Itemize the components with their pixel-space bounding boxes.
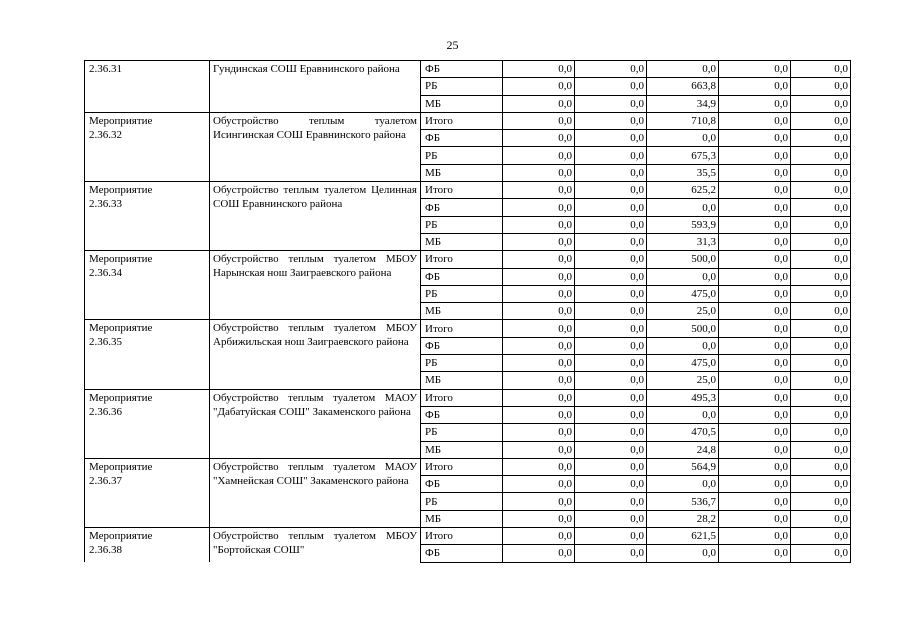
measure-name <box>210 389 421 458</box>
amount-cell-1: 0,0 <box>503 268 575 285</box>
amount-cell-2: 0,0 <box>575 476 647 493</box>
amount-cell-1: 0,0 <box>503 78 575 95</box>
amount-cell-2: 0,0 <box>575 78 647 95</box>
amount-cell-3: 0,0 <box>647 61 719 78</box>
measure-name-text: Обустройство теплым туалетом МБОУ Арбижильская нош Заиграевского района <box>213 322 417 349</box>
amount-cell-1: 0,0 <box>503 147 575 164</box>
amount-cell-5: 0,0 <box>791 337 851 354</box>
amount-cell-5: 0,0 <box>791 95 851 112</box>
amount-cell-5: 0,0 <box>791 355 851 372</box>
amount-cell-1: 0,0 <box>503 112 575 129</box>
amount-cell-5: 0,0 <box>791 545 851 562</box>
funding-source: ФБ <box>421 476 503 493</box>
amount-cell-3: 536,7 <box>647 493 719 510</box>
amount-cell-2: 0,0 <box>575 458 647 475</box>
amount-cell-1: 0,0 <box>503 164 575 181</box>
amount-cell-5: 0,0 <box>791 528 851 545</box>
measure-code <box>85 61 210 113</box>
measure-name <box>210 112 421 181</box>
amount-cell-1: 0,0 <box>503 320 575 337</box>
funding-source: МБ <box>421 303 503 320</box>
measure-code-line: 2.36.32 <box>89 128 122 141</box>
amount-cell-1: 0,0 <box>503 233 575 250</box>
amount-cell-4: 0,0 <box>719 251 791 268</box>
amount-cell-4: 0,0 <box>719 406 791 423</box>
measure-name <box>210 251 421 320</box>
amount-cell-1: 0,0 <box>503 545 575 562</box>
amount-cell-1: 0,0 <box>503 95 575 112</box>
measure-code <box>85 320 210 389</box>
amount-cell-5: 0,0 <box>791 268 851 285</box>
budget-table <box>84 60 851 563</box>
funding-source: Итого <box>421 112 503 129</box>
amount-cell-5: 0,0 <box>791 147 851 164</box>
amount-cell-2: 0,0 <box>575 441 647 458</box>
amount-cell-1: 0,0 <box>503 389 575 406</box>
funding-source: Итого <box>421 182 503 199</box>
amount-cell-4: 0,0 <box>719 61 791 78</box>
table-row <box>85 528 851 545</box>
measure-code-line: 2.36.33 <box>89 198 122 211</box>
amount-cell-2: 0,0 <box>575 61 647 78</box>
amount-cell-1: 0,0 <box>503 182 575 199</box>
budget-table-body <box>85 61 851 563</box>
measure-code-line: Мероприятие <box>89 114 153 127</box>
table-row <box>85 251 851 268</box>
amount-cell-1: 0,0 <box>503 406 575 423</box>
amount-cell-4: 0,0 <box>719 112 791 129</box>
amount-cell-2: 0,0 <box>575 251 647 268</box>
amount-cell-4: 0,0 <box>719 130 791 147</box>
measure-code-line: 2.36.34 <box>89 267 122 280</box>
amount-cell-2: 0,0 <box>575 233 647 250</box>
funding-source: РБ <box>421 216 503 233</box>
measure-code-line: Мероприятие <box>89 391 153 404</box>
amount-cell-5: 0,0 <box>791 510 851 527</box>
funding-source: ФБ <box>421 61 503 78</box>
table-row <box>85 112 851 129</box>
measure-code <box>85 182 210 251</box>
amount-cell-1: 0,0 <box>503 199 575 216</box>
amount-cell-3: 34,9 <box>647 95 719 112</box>
measure-name-text: Обустройство теплым туалетом МАОУ "Хамнейская СОШ" Закаменского района <box>213 460 417 487</box>
amount-cell-3: 663,8 <box>647 78 719 95</box>
amount-cell-4: 0,0 <box>719 476 791 493</box>
amount-cell-2: 0,0 <box>575 147 647 164</box>
amount-cell-4: 0,0 <box>719 441 791 458</box>
amount-cell-4: 0,0 <box>719 199 791 216</box>
amount-cell-1: 0,0 <box>503 528 575 545</box>
funding-source: РБ <box>421 493 503 510</box>
amount-cell-2: 0,0 <box>575 95 647 112</box>
funding-source: Итого <box>421 320 503 337</box>
funding-source: РБ <box>421 424 503 441</box>
measure-code-line: Мероприятие <box>89 530 153 543</box>
measure-code-line: Мероприятие <box>89 322 153 335</box>
amount-cell-5: 0,0 <box>791 251 851 268</box>
measure-code-line: 2.36.37 <box>89 474 122 487</box>
amount-cell-5: 0,0 <box>791 78 851 95</box>
funding-source: РБ <box>421 78 503 95</box>
amount-cell-1: 0,0 <box>503 61 575 78</box>
amount-cell-5: 0,0 <box>791 320 851 337</box>
amount-cell-5: 0,0 <box>791 61 851 78</box>
amount-cell-4: 0,0 <box>719 78 791 95</box>
amount-cell-3: 0,0 <box>647 545 719 562</box>
amount-cell-3: 475,0 <box>647 285 719 302</box>
amount-cell-3: 675,3 <box>647 147 719 164</box>
funding-source: Итого <box>421 528 503 545</box>
amount-cell-4: 0,0 <box>719 458 791 475</box>
funding-source: МБ <box>421 164 503 181</box>
measure-name <box>210 182 421 251</box>
amount-cell-2: 0,0 <box>575 268 647 285</box>
funding-source: ФБ <box>421 268 503 285</box>
amount-cell-1: 0,0 <box>503 424 575 441</box>
amount-cell-4: 0,0 <box>719 424 791 441</box>
measure-code <box>85 251 210 320</box>
amount-cell-1: 0,0 <box>503 303 575 320</box>
amount-cell-2: 0,0 <box>575 285 647 302</box>
amount-cell-4: 0,0 <box>719 147 791 164</box>
amount-cell-2: 0,0 <box>575 528 647 545</box>
amount-cell-3: 25,0 <box>647 303 719 320</box>
amount-cell-5: 0,0 <box>791 406 851 423</box>
amount-cell-4: 0,0 <box>719 493 791 510</box>
amount-cell-1: 0,0 <box>503 216 575 233</box>
funding-source: Итого <box>421 458 503 475</box>
amount-cell-4: 0,0 <box>719 285 791 302</box>
amount-cell-1: 0,0 <box>503 510 575 527</box>
amount-cell-2: 0,0 <box>575 216 647 233</box>
funding-source: ФБ <box>421 130 503 147</box>
amount-cell-1: 0,0 <box>503 493 575 510</box>
amount-cell-1: 0,0 <box>503 355 575 372</box>
amount-cell-1: 0,0 <box>503 130 575 147</box>
amount-cell-2: 0,0 <box>575 355 647 372</box>
funding-source: ФБ <box>421 337 503 354</box>
measure-code-line: Мероприятие <box>89 253 153 266</box>
amount-cell-3: 621,5 <box>647 528 719 545</box>
measure-name <box>210 61 421 113</box>
funding-source: ФБ <box>421 199 503 216</box>
amount-cell-1: 0,0 <box>503 458 575 475</box>
amount-cell-1: 0,0 <box>503 251 575 268</box>
amount-cell-2: 0,0 <box>575 424 647 441</box>
measure-code-line: Мероприятие <box>89 460 153 473</box>
amount-cell-2: 0,0 <box>575 545 647 562</box>
funding-source: ФБ <box>421 406 503 423</box>
amount-cell-2: 0,0 <box>575 303 647 320</box>
funding-source: МБ <box>421 510 503 527</box>
measure-code <box>85 458 210 527</box>
table-row <box>85 458 851 475</box>
funding-source: МБ <box>421 372 503 389</box>
amount-cell-4: 0,0 <box>719 528 791 545</box>
amount-cell-2: 0,0 <box>575 337 647 354</box>
measure-name-text: Гундинская СОШ Еравнинского района <box>213 63 400 75</box>
amount-cell-4: 0,0 <box>719 355 791 372</box>
amount-cell-3: 0,0 <box>647 130 719 147</box>
amount-cell-3: 0,0 <box>647 476 719 493</box>
amount-cell-5: 0,0 <box>791 441 851 458</box>
amount-cell-4: 0,0 <box>719 389 791 406</box>
amount-cell-5: 0,0 <box>791 233 851 250</box>
amount-cell-3: 500,0 <box>647 251 719 268</box>
amount-cell-2: 0,0 <box>575 130 647 147</box>
funding-source: РБ <box>421 285 503 302</box>
amount-cell-3: 470,5 <box>647 424 719 441</box>
measure-name <box>210 320 421 389</box>
funding-source: Итого <box>421 251 503 268</box>
measure-code-line: 2.36.36 <box>89 405 122 418</box>
measure-code <box>85 528 210 563</box>
amount-cell-1: 0,0 <box>503 337 575 354</box>
amount-cell-3: 0,0 <box>647 406 719 423</box>
measure-code-line: Мероприятие <box>89 184 153 197</box>
amount-cell-3: 35,5 <box>647 164 719 181</box>
amount-cell-2: 0,0 <box>575 493 647 510</box>
amount-cell-1: 0,0 <box>503 441 575 458</box>
amount-cell-3: 25,0 <box>647 372 719 389</box>
measure-code <box>85 112 210 181</box>
amount-cell-5: 0,0 <box>791 389 851 406</box>
amount-cell-3: 710,8 <box>647 112 719 129</box>
amount-cell-4: 0,0 <box>719 337 791 354</box>
amount-cell-3: 625,2 <box>647 182 719 199</box>
amount-cell-2: 0,0 <box>575 112 647 129</box>
funding-source: МБ <box>421 233 503 250</box>
amount-cell-5: 0,0 <box>791 476 851 493</box>
amount-cell-2: 0,0 <box>575 320 647 337</box>
measure-name-text: Обустройство теплым туалетом МБОУ Нарынская нош Заиграевского района <box>213 253 417 280</box>
measure-name-text: Обустройство теплым туалетом Исингинская СОШ Еравнинского района <box>213 114 417 141</box>
amount-cell-4: 0,0 <box>719 182 791 199</box>
amount-cell-3: 31,3 <box>647 233 719 250</box>
amount-cell-3: 564,9 <box>647 458 719 475</box>
amount-cell-4: 0,0 <box>719 95 791 112</box>
amount-cell-5: 0,0 <box>791 182 851 199</box>
amount-cell-5: 0,0 <box>791 372 851 389</box>
table-row <box>85 320 851 337</box>
amount-cell-5: 0,0 <box>791 424 851 441</box>
amount-cell-4: 0,0 <box>719 510 791 527</box>
amount-cell-5: 0,0 <box>791 199 851 216</box>
amount-cell-3: 28,2 <box>647 510 719 527</box>
amount-cell-1: 0,0 <box>503 476 575 493</box>
amount-cell-3: 0,0 <box>647 337 719 354</box>
amount-cell-4: 0,0 <box>719 320 791 337</box>
funding-source: МБ <box>421 441 503 458</box>
funding-source: РБ <box>421 147 503 164</box>
amount-cell-3: 593,9 <box>647 216 719 233</box>
amount-cell-2: 0,0 <box>575 164 647 181</box>
measure-code-line: 2.36.35 <box>89 336 122 349</box>
table-row <box>85 389 851 406</box>
amount-cell-2: 0,0 <box>575 372 647 389</box>
measure-code-line: 2.36.38 <box>89 544 122 557</box>
amount-cell-4: 0,0 <box>719 545 791 562</box>
amount-cell-5: 0,0 <box>791 164 851 181</box>
amount-cell-5: 0,0 <box>791 216 851 233</box>
amount-cell-4: 0,0 <box>719 216 791 233</box>
measure-name-text: Обустройство теплым туалетом Целинная СОШ Еравнинского района <box>213 184 417 211</box>
amount-cell-5: 0,0 <box>791 112 851 129</box>
funding-source: РБ <box>421 355 503 372</box>
amount-cell-3: 0,0 <box>647 268 719 285</box>
page-number: 25 <box>446 38 459 52</box>
funding-source: МБ <box>421 95 503 112</box>
measure-name <box>210 528 421 563</box>
amount-cell-2: 0,0 <box>575 406 647 423</box>
amount-cell-2: 0,0 <box>575 510 647 527</box>
amount-cell-4: 0,0 <box>719 164 791 181</box>
amount-cell-3: 500,0 <box>647 320 719 337</box>
amount-cell-5: 0,0 <box>791 285 851 302</box>
table-row <box>85 182 851 199</box>
amount-cell-3: 475,0 <box>647 355 719 372</box>
measure-code <box>85 389 210 458</box>
measure-name <box>210 458 421 527</box>
amount-cell-2: 0,0 <box>575 199 647 216</box>
funding-source: Итого <box>421 389 503 406</box>
amount-cell-4: 0,0 <box>719 268 791 285</box>
measure-name-text: Обустройство теплым туалетом МАОУ "Дабатуйская СОШ" Закаменского района <box>213 391 417 418</box>
amount-cell-3: 495,3 <box>647 389 719 406</box>
funding-source: ФБ <box>421 545 503 562</box>
amount-cell-5: 0,0 <box>791 458 851 475</box>
measure-name-text: Обустройство теплым туалетом МБОУ "Бортойская СОШ" <box>213 530 417 557</box>
amount-cell-5: 0,0 <box>791 493 851 510</box>
amount-cell-3: 0,0 <box>647 199 719 216</box>
amount-cell-1: 0,0 <box>503 285 575 302</box>
amount-cell-5: 0,0 <box>791 130 851 147</box>
amount-cell-2: 0,0 <box>575 389 647 406</box>
amount-cell-4: 0,0 <box>719 372 791 389</box>
table-row <box>85 61 851 78</box>
measure-code-line: 2.36.31 <box>89 63 122 75</box>
amount-cell-4: 0,0 <box>719 233 791 250</box>
amount-cell-2: 0,0 <box>575 182 647 199</box>
amount-cell-4: 0,0 <box>719 303 791 320</box>
amount-cell-3: 24,8 <box>647 441 719 458</box>
amount-cell-5: 0,0 <box>791 303 851 320</box>
amount-cell-1: 0,0 <box>503 372 575 389</box>
